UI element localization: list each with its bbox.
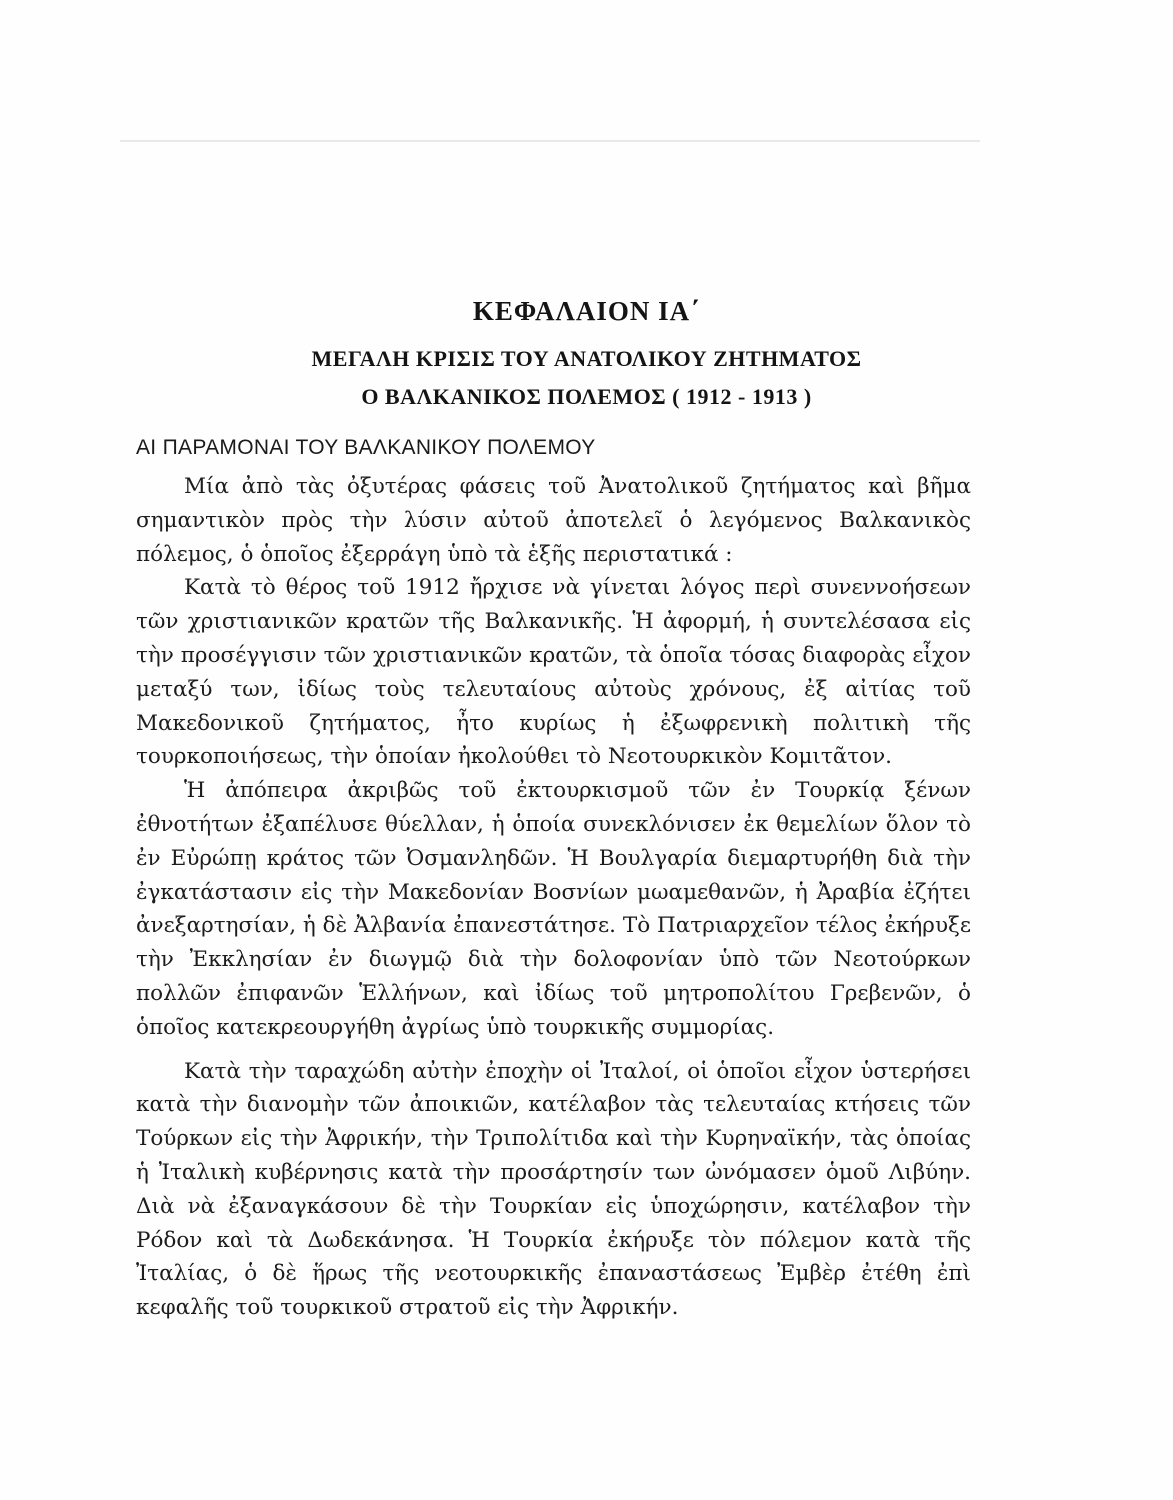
chapter-subtitle-line-1: ΜΕΓΑΛΗ ΚΡΙΣΙΣ ΤΟΥ ΑΝΑΤΟΛΙΚΟΥ ΖΗΤΗΜΑΤΟΣ	[311, 346, 862, 371]
chapter-subtitle-line-2: Ο ΒΑΛΚΑΝΙΚΟΣ ΠΟΛΕΜΟΣ ( 1912 - 1913 )	[361, 384, 812, 409]
body-text	[136, 470, 971, 1325]
paragraph: Κατὰ τὴν ταραχώδη αὐτὴν ἐποχὴν οἱ Ἰταλοί, οἱ ὁποῖοι εἶχον ὑστερήσει κατὰ τὴν διανομὴν τῶν ἀποικιῶν, κατέλαβον τὰς τελευταίας κτήσεις τῶν Τούρκων εἰς τὴν Ἀφρικήν, τὴν Τριπολίτιδα καὶ τὴν Κυρηναϊκήν, τὰς ὁποίας ἡ Ἰταλικὴ κυβέρνησις κατὰ τὴν προσάρτησίν των ὠνόμασεν ὁμοῦ Λιβύην. Διὰ νὰ ἐξαναγκάσουν δὲ τὴν Τουρκίαν εἰς ὑποχώρησιν, κατέλαβον τὴν Ρόδον καὶ τὰ Δωδεκάνησα. Ἡ Τουρκία ἐκήρυξε τὸν πόλεμον κατὰ τῆς Ἰταλίας, ὁ δὲ ἥρως τῆς νεοτουρκικῆς ἐπαναστάσεως Ἐμβὲρ ἐτέθη ἐπὶ κεφαλῆς τοῦ τουρκικοῦ στρατοῦ εἰς τὴν Ἀφρικήν.	[136, 1058, 971, 1321]
paragraph: Μία ἀπὸ τὰς ὀξυτέρας φάσεις τοῦ Ἀνατολικοῦ ζητήματος καὶ βῆμα σημαντικὸν πρὸς τὴν λύσιν αὐτοῦ ἀποτελεῖ ὁ λεγόμενος Βαλκανικὸς πόλεμος, ὁ ὁποῖος ἐξερράγη ὑπὸ τὰ ἑξῆς περιστατικά :	[136, 474, 971, 567]
chapter-title: ΚΕΦΑΛΑΙΟΝ ΙΑ΄	[472, 296, 701, 326]
bleed-through-line	[120, 140, 980, 142]
paragraph: Ἡ ἀπόπειρα ἀκριβῶς τοῦ ἐκτουρκισμοῦ τῶν ἐν Τουρκίᾳ ξένων ἐθνοτήτων ἐξαπέλυσε θύελλαν, ἡ ὁποία συνεκλόνισεν ἐκ θεμελίων ὅλον τὸ ἐν Εὐρώπῃ κράτος τῶν Ὀσμανληδῶν. Ἡ Βουλγαρία διεμαρτυρήθη διὰ τὴν ἐγκατάστασιν εἰς τὴν Μακεδονίαν Βοσνίων μωαμεθανῶν, ἡ Ἀραβία ἐζήτει ἀνεξαρτησίαν, ἡ δὲ Ἀλβανία ἐπανεστάτησε. Τὸ Πατριαρχεῖον τέλος ἐκήρυξε τὴν Ἐκκλησίαν ἐν διωγμῷ διὰ τὴν δολοφονίαν ὑπὸ τῶν Νεοτούρκων πολλῶν ἐπιφανῶν Ἑλλήνων, καὶ ἰδίως τοῦ μητροπολίτου Γρεβενῶν, ὁ ὁποῖος κατεκρεουργήθη ἀγρίως ὑπὸ τουρκικῆς συμμορίας.	[136, 778, 971, 1040]
section-heading: ΑΙ ΠΑΡΑΜΟΝΑΙ ΤΟΥ ΒΑΛΚΑΝΙΚΟΥ ΠΟΛΕΜΟΥ	[136, 436, 596, 459]
paragraph: Κατὰ τὸ θέρος τοῦ 1912 ἤρχισε νὰ γίνεται λόγος περὶ συνεννοήσεων τῶν χριστιανικῶν κρατῶν τῆς Βαλκανικῆς. Ἡ ἀφορμή, ἡ συντελέσασα εἰς τὴν προσέγγισιν τῶν χριστιανικῶν κρατῶν, τὰ ὁποῖα τόσας διαφορὰς εἶχον μεταξύ των, ἰδίως τοὺς τελευταίους αὐτοὺς χρόνους, ἐξ αἰτίας τοῦ Μακεδονικοῦ ζητήματος, ἦτο κυρίως ἡ ἐξωφρενικὴ πολιτικὴ τῆς τουρκοποιήσεως, τὴν ὁποίαν ἠκολούθει τὸ Νεοτουρκικὸν Κομιτᾶτον.	[136, 575, 971, 770]
